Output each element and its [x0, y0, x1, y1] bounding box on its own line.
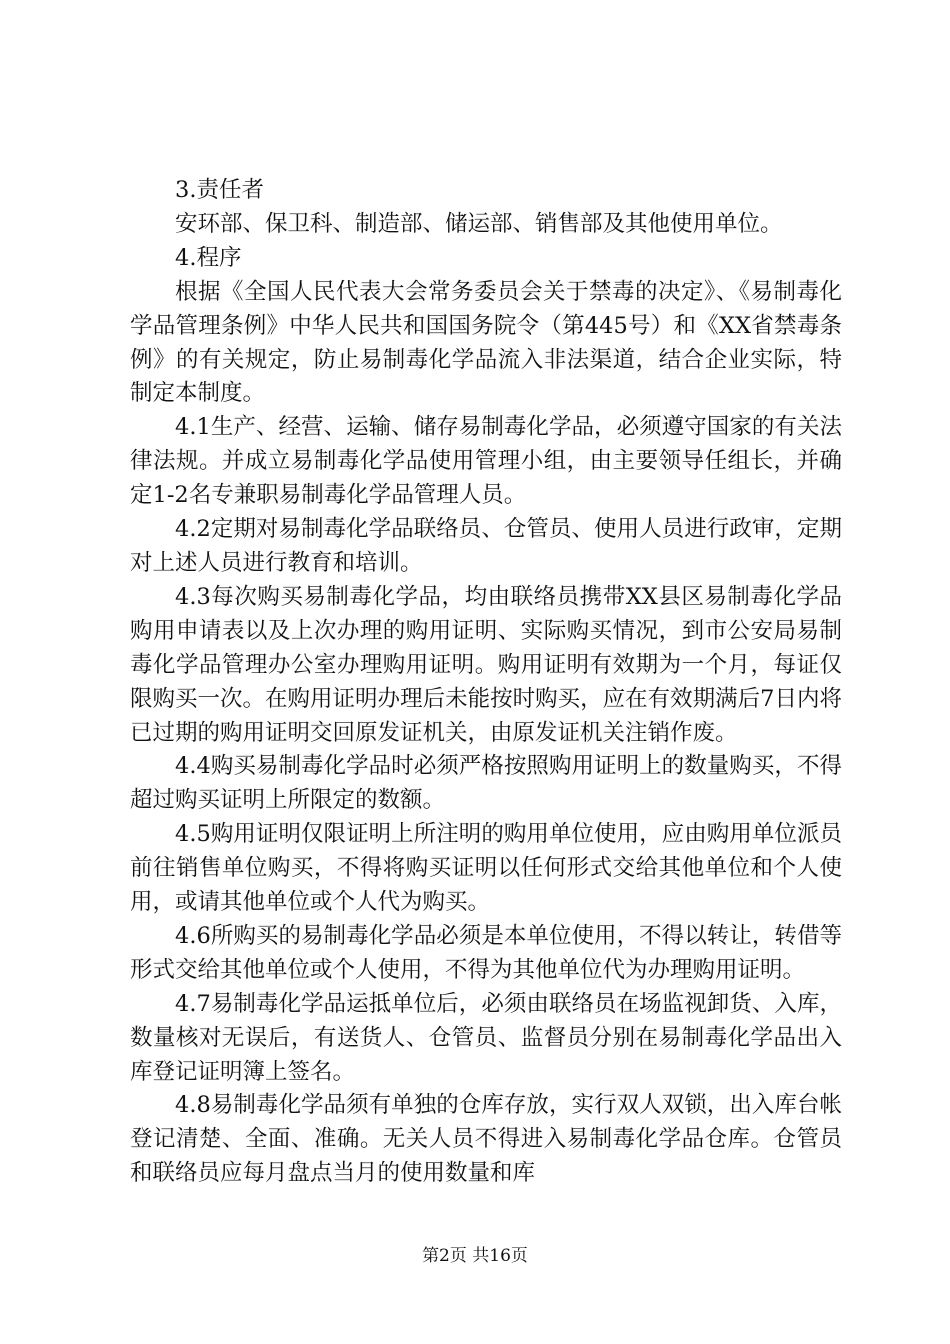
paragraph: 4.2定期对易制毒化学品联络员、仓管员、使用人员进行政审，定期对上述人员进行教育和培训。: [130, 516, 842, 576]
paragraph: 4.4购买易制毒化学品时必须严格按照购用证明上的数量购买，不得超过购买证明上所限定的数额。: [130, 753, 842, 814]
paragraph: 4.8易制毒化学品须有单独的仓库存放，实行双人双锁，出入库台帐登记清楚、全面、准确。无关人员不得进入易制毒化学品仓库。仓管员和联络员应每月盘点当月的使用数量和库: [130, 1092, 842, 1187]
paragraph: 4.6所购买的易制毒化学品必须是本单位使用，不得以转让，转借等形式交给其他单位或个人使用，不得为其他单位代为办理购用证明。: [130, 922, 842, 983]
paragraph: 4.3每次购买易制毒化学品，均由联络员携带XX县区易制毒化学品购用申请表以及上次办理的购用证明、实际购买情况，到市公安局易制毒化学品管理办公室办理购用证明。购用证明有效期为一个月，每证仅限购买一次。在购用证明办理后未能按时购买，应在有效期满后7日内将已过期的购用证明交回原发证机关，由原发证机关注销作废。: [130, 583, 842, 746]
section-heading: 4.程序: [175, 244, 242, 271]
page-footer: 第2页 共16页: [422, 1246, 528, 1266]
document-body: [130, 174, 842, 1191]
paragraph: 安环部、保卫科、制造部、储运部、销售部及其他使用单位。: [175, 210, 783, 237]
paragraph: 4.1生产、经营、运输、储存易制毒化学品，必须遵守国家的有关法律法规。并成立易制毒化学品使用管理小组，由主要领导任组长，并确定1-2名专兼职易制毒化学品管理人员。: [130, 414, 842, 509]
paragraph: 4.5购用证明仅限证明上所注明的购用单位使用，应由购用单位派员前往销售单位购买，不得将购买证明以任何形式交给其他单位和个人使用，或请其他单位或个人代为购买。: [130, 821, 842, 916]
paragraph: 根据《全国人民代表大会常务委员会关于禁毒的决定》、《易制毒化学品管理条例》中华人民共和国国务院令（第445号）和《XX省禁毒条例》的有关规定，防止易制毒化学品流入非法渠道，结合企业实际，特制定本制度。: [130, 278, 842, 407]
section-heading: 3.责任者: [175, 177, 264, 203]
paragraph: 4.7易制毒化学品运抵单位后，必须由联络员在场监视卸货、入库，数量核对无误后，有送货人、仓管员、监督员分别在易制毒化学品出入库登记证明簿上签名。: [130, 990, 842, 1085]
